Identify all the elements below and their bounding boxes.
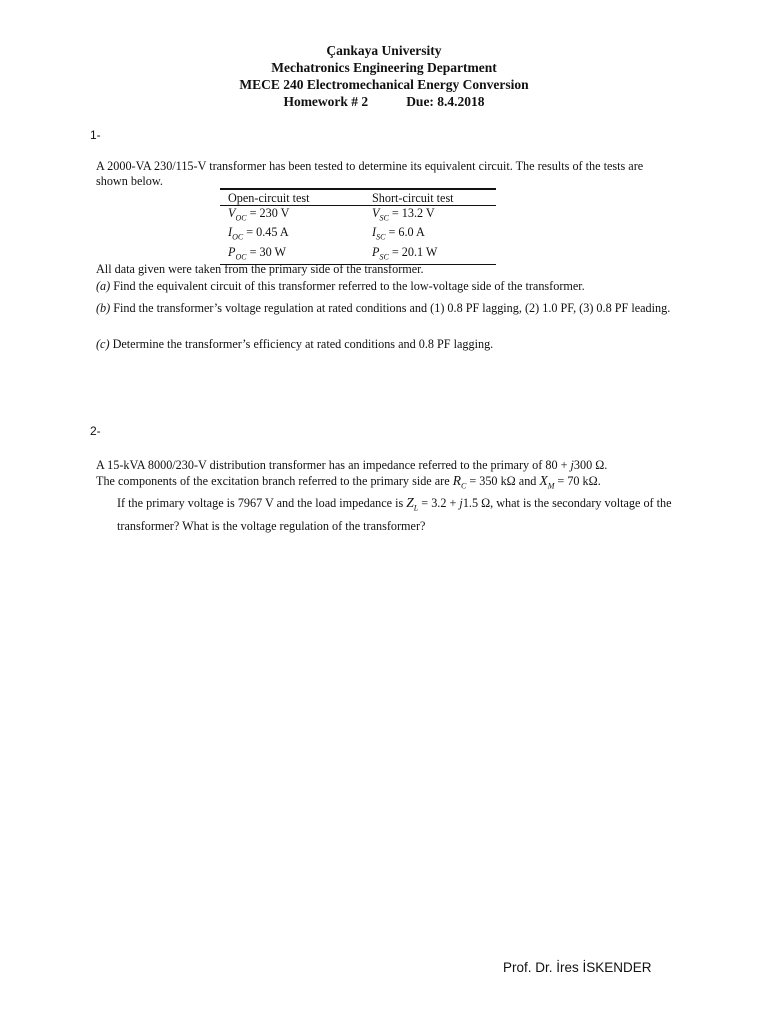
column-header-short-circuit: Short-circuit test <box>364 189 496 206</box>
question-1-item-a <box>96 279 696 294</box>
table-cell: $I_{OC} = 0.45$ A <box>228 225 289 242</box>
item-text: Find the transformer’s voltage regulation at rated conditions and (1) 0.8 PF lagging, (2) 1.0 PF, (3) 0.8 PF leading. <box>113 301 671 315</box>
item-tag: (c) <box>96 337 110 351</box>
question-2-prompt: If the primary voltage is 7967 V and the load impedance is $Z_L = 3.2 + j1.5$ Ω, what is the secondary voltage of the transformer? What is the voltage regulation of the transformer? <box>117 495 672 534</box>
question-1-item-b <box>96 301 696 316</box>
table-cell: $P_{SC} = 20.1$ W <box>364 245 496 265</box>
item-tag: (a) <box>96 279 111 293</box>
question-1-note: All data given were taken from the primary side of the transformer. <box>96 262 424 276</box>
table-header-row <box>220 189 496 206</box>
department-name: Mechatronics Engineering Department <box>271 60 497 75</box>
item-tag: (b) <box>96 301 111 315</box>
homework-number: Homework # 2 <box>283 94 369 109</box>
question-1-item-c <box>96 337 696 352</box>
item-text: Find the equivalent circuit of this transformer referred to the low-voltage side of the transformer. <box>113 279 585 293</box>
question-2-number: 2- <box>90 424 101 438</box>
question-1-intro: A 2000-VA 230/115-V transformer has been tested to determine its equivalent circuit. The results of the tests are shown below. <box>96 159 644 188</box>
course-title: MECE 240 Electromechanical Energy Conversion <box>239 77 529 92</box>
column-header-open-circuit: Open-circuit test <box>220 189 364 206</box>
table-row <box>220 225 496 244</box>
question-1-number: 1- <box>90 128 101 142</box>
table-row <box>220 206 496 226</box>
document-header <box>0 42 768 110</box>
table-cell: $I_{SC} = 6.0$ A <box>372 225 425 242</box>
author-signature: Prof. Dr. İres İSKENDER <box>503 960 652 975</box>
question-2-intro: A 15-kVA 8000/230-V distribution transformer has an impedance referred to the primary of 80 + j300 Ω. The components of the excitation branch referred to the primary side are $R_C = 350$ kΩ and $X_M = 70$ kΩ. <box>96 458 608 491</box>
university-name: Çankaya University <box>326 43 442 58</box>
homework-line <box>0 93 768 110</box>
table-cell: $P_{OC} = 30$ W <box>220 245 364 265</box>
item-text: Determine the transformer’s efficiency at rated conditions and 0.8 PF lagging. <box>112 337 494 351</box>
table-cell: $V_{OC} = 230$ V <box>228 206 290 223</box>
table-cell: $V_{SC} = 13.2$ V <box>372 206 435 223</box>
test-results-table <box>220 188 496 265</box>
due-date: Due: 8.4.2018 <box>406 94 485 109</box>
